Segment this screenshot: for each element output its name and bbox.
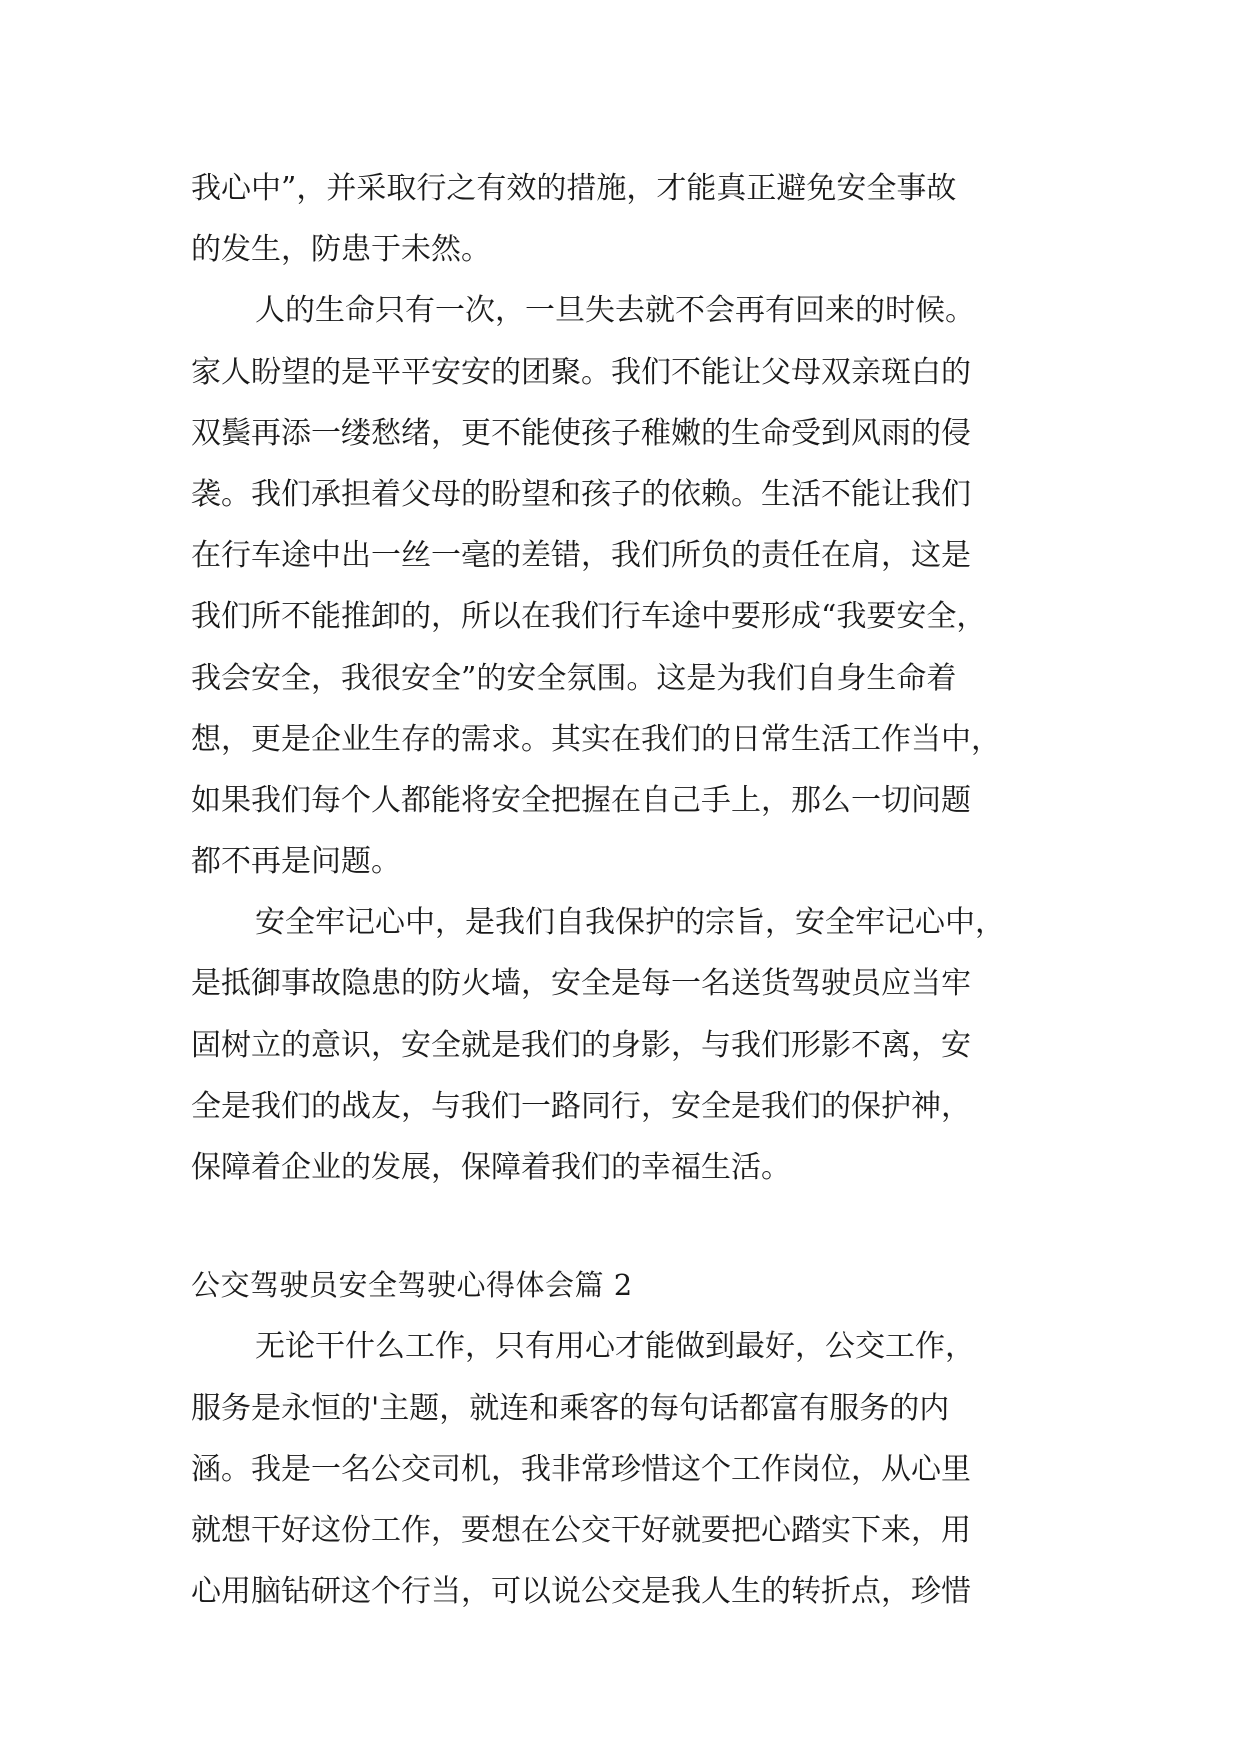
paragraph-line: 就想干好这份工作，要想在公交干好就要把心踏实下来，用 bbox=[191, 1512, 971, 1548]
paragraph-line: 我会安全，我很安全”的安全氛围。这是为我们自身生命着 bbox=[191, 660, 957, 696]
paragraph-line: 是抵御事故隐患的防火墙，安全是每一名送货驾驶员应当牢 bbox=[191, 966, 971, 1002]
section-spacer bbox=[191, 1198, 1051, 1255]
paragraph-line: 如果我们每个人都能将安全把握在自己手上，那么一切问题 bbox=[191, 782, 971, 818]
paragraph-line: 全是我们的战友，与我们一路同行，安全是我们的保护神， bbox=[191, 1088, 971, 1124]
paragraph-line: 无论干什么工作，只有用心才能做到最好，公交工作， bbox=[255, 1329, 975, 1365]
section-heading: 公交驾驶员安全驾驶心得体会篇 2 bbox=[191, 1268, 633, 1303]
paragraph-line: 服务是永恒的'主题，就连和乘客的每句话都富有服务的内 bbox=[191, 1390, 950, 1426]
document-body bbox=[191, 158, 1051, 1622]
paragraph-4 bbox=[191, 1316, 1051, 1622]
paragraph-line: 我心中”，并采取行之有效的措施，才能真正避免安全事故 bbox=[191, 171, 957, 206]
paragraph-line: 都不再是问题。 bbox=[191, 844, 401, 880]
paragraph-line: 在行车途中出一丝一毫的差错，我们所负的责任在肩，这是 bbox=[191, 538, 971, 574]
paragraph-1 bbox=[191, 158, 1051, 280]
paragraph-line: 想，更是企业生存的需求。其实在我们的日常生活工作当中， bbox=[191, 721, 1001, 757]
paragraph-line: 家人盼望的是平平安安的团聚。我们不能让父母双亲斑白的 bbox=[191, 354, 971, 390]
paragraph-3 bbox=[191, 892, 1051, 1198]
paragraph-line: 安全牢记心中，是我们自我保护的宗旨，安全牢记心中， bbox=[255, 905, 1005, 941]
paragraph-line: 双鬓再添一缕愁绪，更不能使孩子稚嫩的生命受到风雨的侵 bbox=[191, 415, 971, 451]
paragraph-line: 袭。我们承担着父母的盼望和孩子的依赖。生活不能让我们 bbox=[191, 476, 971, 512]
paragraph-line: 涵。我是一名公交司机，我非常珍惜这个工作岗位，从心里 bbox=[191, 1451, 971, 1487]
paragraph-2 bbox=[191, 280, 1051, 892]
paragraph-line: 人的生命只有一次，一旦失去就不会再有回来的时候。 bbox=[255, 293, 975, 329]
paragraph-line: 保障着企业的发展，保障着我们的幸福生活。 bbox=[191, 1150, 791, 1185]
paragraph-line: 的发生，防患于未然。 bbox=[191, 232, 491, 268]
paragraph-line: 固树立的意识，安全就是我们的身影，与我们形影不离，安 bbox=[191, 1027, 971, 1063]
paragraph-line: 心用脑钻研这个行当，可以说公交是我人生的转折点，珍惜 bbox=[191, 1574, 971, 1610]
paragraph-line: 我们所不能推卸的，所以在我们行车途中要形成“我要安全， bbox=[191, 599, 987, 635]
